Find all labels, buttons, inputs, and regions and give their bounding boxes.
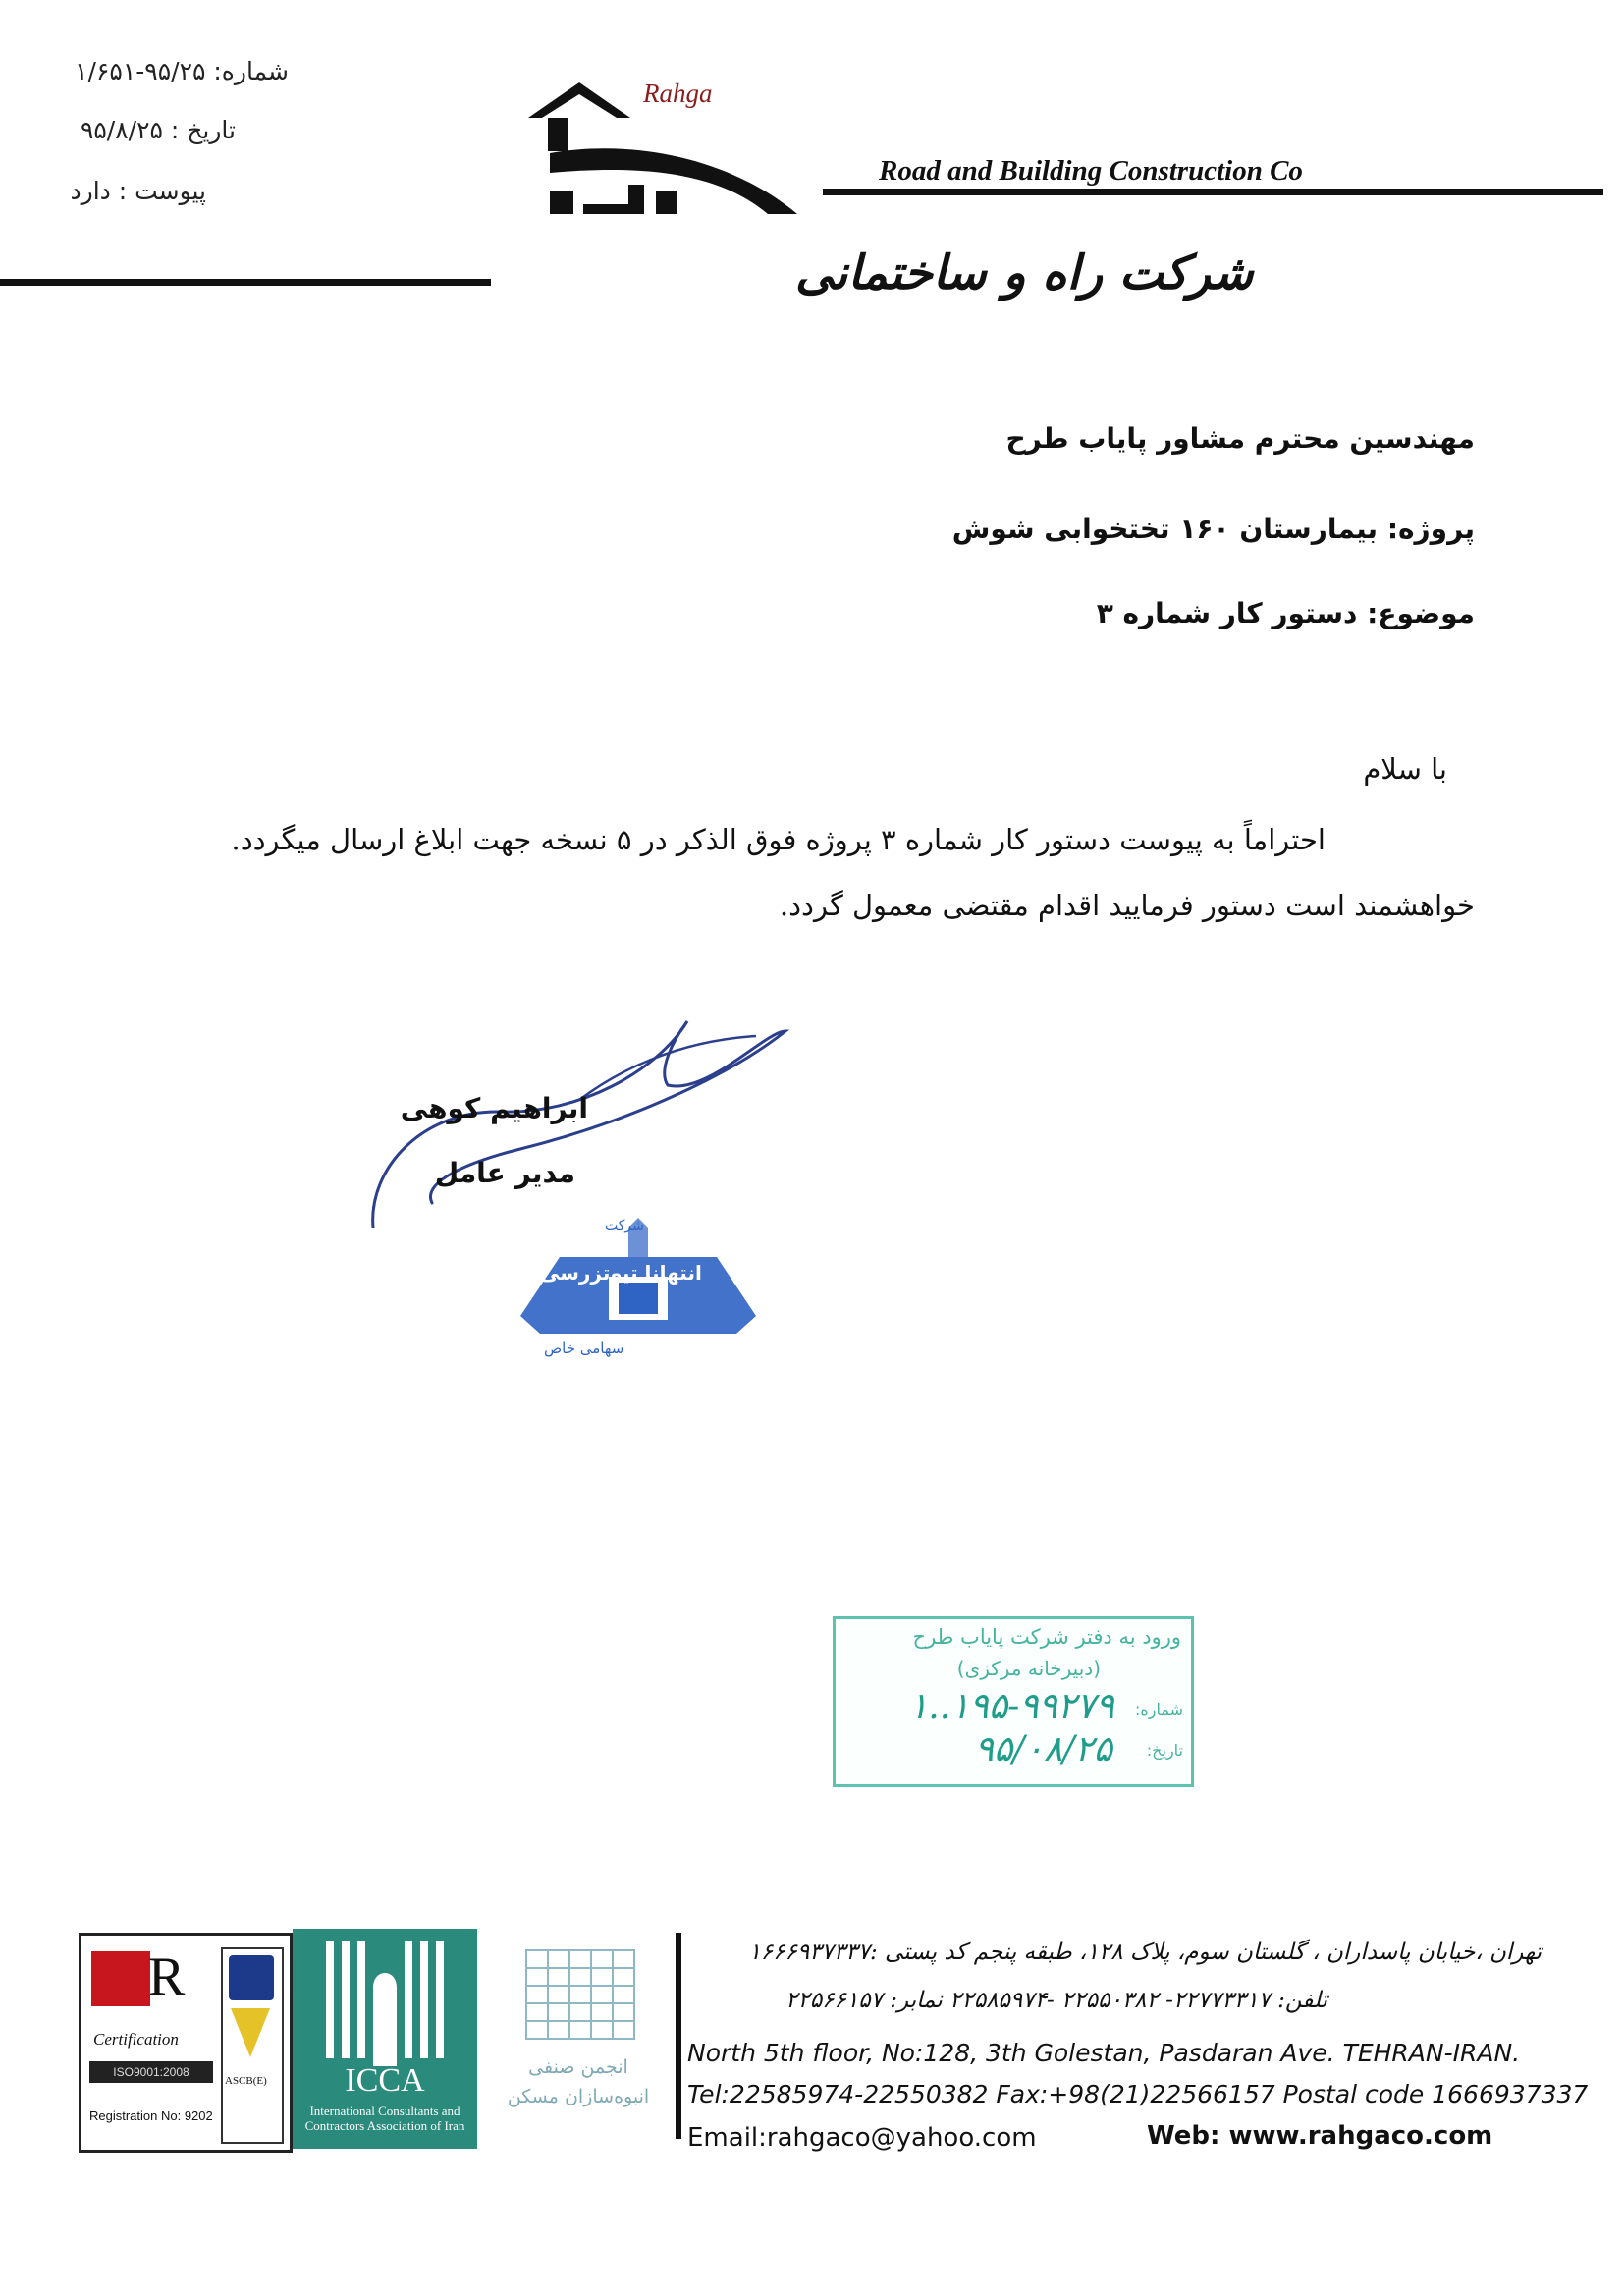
cert-logo-letter: R xyxy=(148,1946,186,2007)
company-name-fa: شرکت راه و ساختمانی xyxy=(795,246,1254,301)
header-rule-left xyxy=(0,279,491,286)
project-line: پروژه: بیمارستان ۱۶۰ تختخوابی شوش xyxy=(951,513,1475,545)
footer-email[interactable]: Email:rahgaco@yahoo.com xyxy=(687,2123,1037,2153)
footer-website[interactable]: Web: www.rahgaco.com xyxy=(1147,2121,1493,2151)
housing-line-1: انجمن صنفی xyxy=(528,2056,628,2078)
stamp-date-value: ۹۵/۰۸/۲۵ xyxy=(974,1729,1112,1770)
logo-latin-text: Rahga xyxy=(643,79,713,108)
registration-number: Registration No: 9202 xyxy=(89,2108,213,2123)
company-seal xyxy=(511,1218,766,1365)
ascb-badge xyxy=(221,1947,284,2144)
certification-badge xyxy=(79,1933,293,2153)
iso-label: ISO9001:2008 xyxy=(89,2061,213,2083)
check-icon xyxy=(231,2008,270,2057)
greeting: با سلام xyxy=(1363,752,1447,786)
letter-attachment: پیوست : دارد xyxy=(70,177,206,205)
stamp-line-2: (دبیرخانه مرکزی) xyxy=(956,1657,1101,1680)
footer-address-fa: تهران ،خیابان پاسداران ، گلستان سوم، پلاک ۱۲۸، طبقه پنجم کد پستی :۱۶۶۶۹۳۷۳۳۷ xyxy=(748,1940,1542,1965)
stamp-number-value: ۱..۱۹۵-۹۹۲۷۹ xyxy=(908,1686,1114,1726)
subject-line: موضوع: دستور کار شماره ۳ xyxy=(1096,597,1475,629)
signatory-title: مدیر عامل xyxy=(434,1157,575,1189)
body-paragraph-line-2: خواهشمند است دستور فرمایید اقدام مقتضی معمول گردد. xyxy=(779,889,1475,922)
housing-grid-icon xyxy=(516,1941,644,2049)
icca-badge xyxy=(293,1929,477,2149)
letter-date: تاریخ : ۹۵/۸/۲۵ xyxy=(80,116,236,144)
receipt-stamp xyxy=(833,1616,1194,1787)
stamp-line-1: ورود به دفتر شرکت پایاب طرح xyxy=(912,1625,1181,1649)
header-rule-right xyxy=(823,189,1603,195)
housing-line-2: انبوه‌سازان مسکن xyxy=(507,2086,650,2107)
letter-number: شماره: ۹۵/۲۵-۱/۶۵۱ xyxy=(75,57,289,85)
recipient-line: مهندسین محترم مشاور پایاب طرح xyxy=(1005,422,1475,455)
seal-bottom-text: سهامی خاص xyxy=(544,1339,624,1357)
signatory-name: ابراهیم کوهی xyxy=(400,1092,588,1124)
footer-address-en: North 5th floor, No:128, 3th Golestan, Pasdaran Ave. TEHRAN-IRAN. xyxy=(687,2039,1521,2067)
seal-top-word: شرکت xyxy=(605,1218,644,1233)
stamp-date-label: تاریخ: xyxy=(1146,1741,1183,1760)
company-tagline: Road and Building Construction Co xyxy=(879,155,1303,187)
ascb-text: ASCB(E) xyxy=(225,2075,267,2087)
footer-tel-fax: Tel:22585974-22550382 Fax:+98(21)22566157 Postal code 1666937337 xyxy=(687,2080,1589,2108)
footer-phones-fa: تلفن: ۲۲۷۷۳۳۱۷- ۲۲۵۵۰۳۸۲ -۲۲۵۸۵۹۷۴ نمابر: ۲۲۵۶۶۱۵۷ xyxy=(785,1988,1327,2013)
icca-short: ICCA xyxy=(345,2062,425,2099)
housing-association-badge xyxy=(495,1941,662,2137)
cert-logo-mark xyxy=(91,1951,150,2006)
stamp-number-label: شماره: xyxy=(1134,1700,1183,1719)
body-paragraph-line-1: احتراماً به پیوست دستور کار شماره ۳ پروژه فوق الذکر در ۵ نسخه جهت ابلاغ ارسال میگردد. xyxy=(231,823,1326,856)
icca-full: International Consultants and Contractors Association of Iran xyxy=(304,2104,465,2133)
cert-caption: Certification xyxy=(93,2030,179,2049)
eu-stars-icon xyxy=(229,1955,274,2000)
seal-main-text: انتهانا تیوتزرسی xyxy=(540,1261,702,1285)
footer-divider xyxy=(676,1933,681,2139)
icca-building-icon xyxy=(293,1929,477,2076)
